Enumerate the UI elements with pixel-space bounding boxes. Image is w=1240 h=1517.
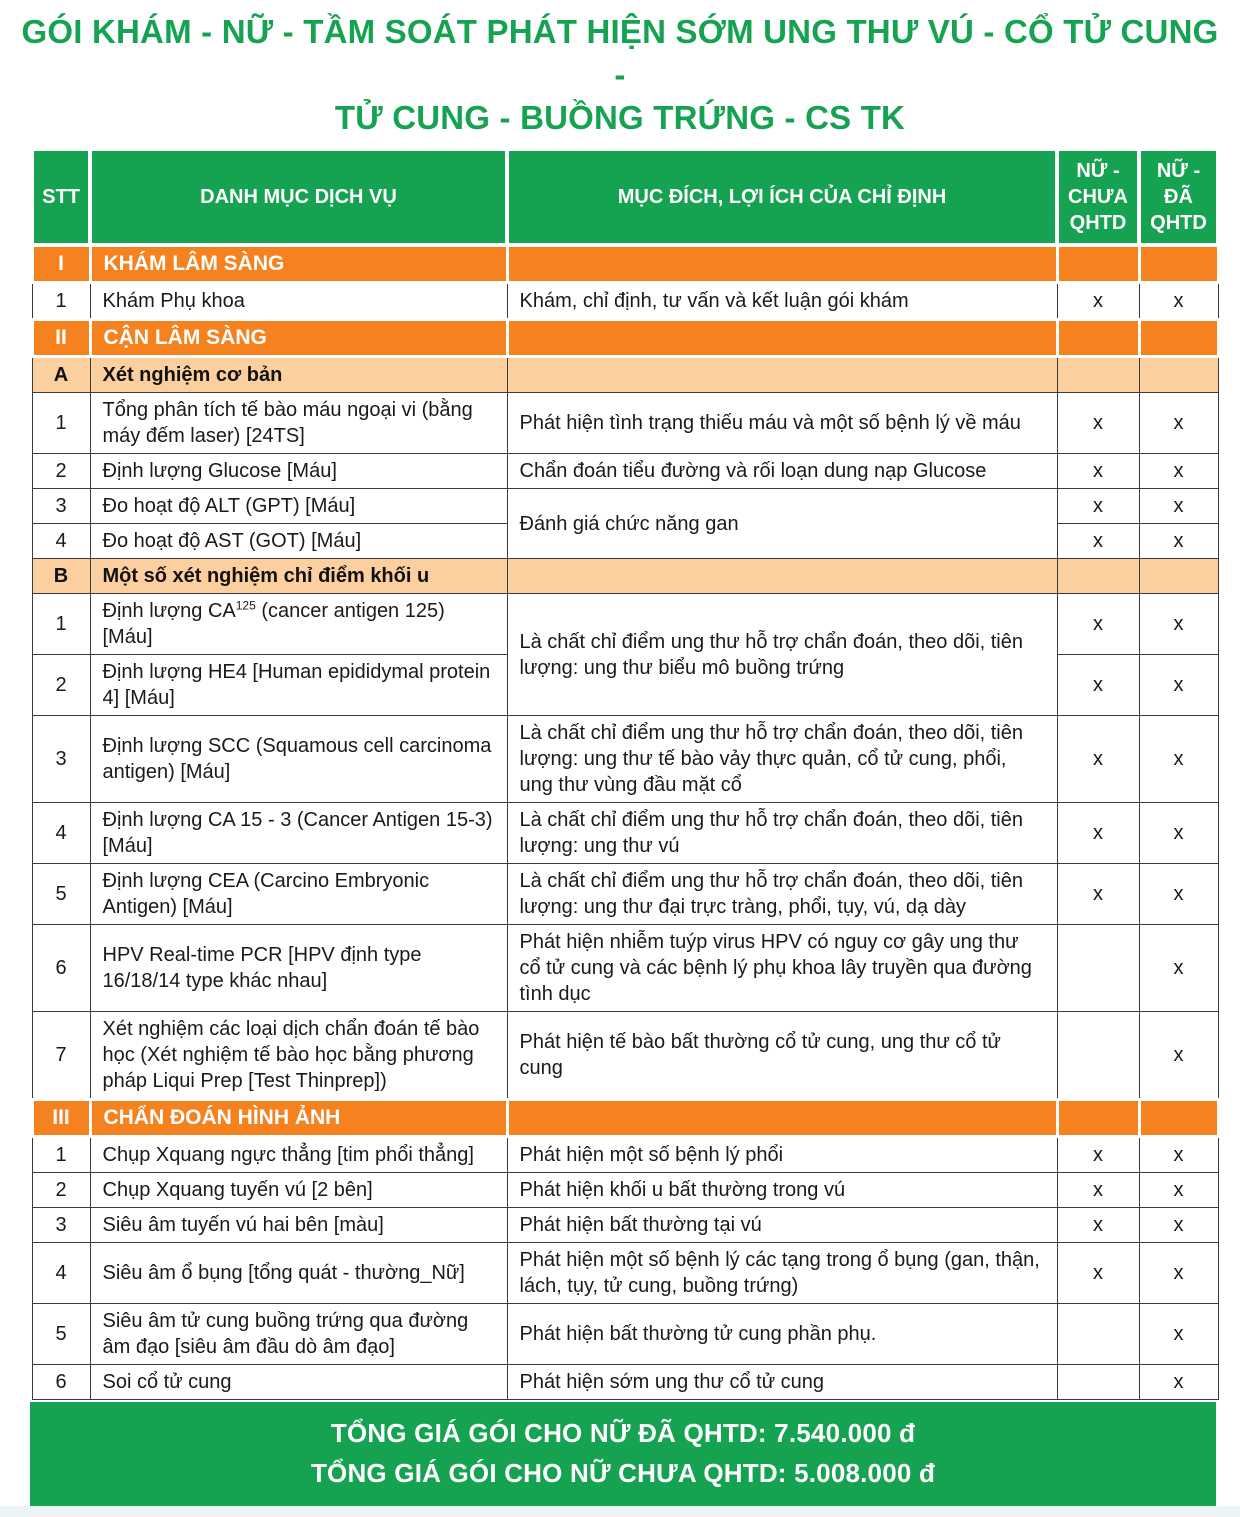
purpose-text: Phát hiện nhiễm tuýp virus HPV có nguy cơ gây ung thư cổ tử cung và các bệnh lý phụ khoa lây truyền qua đường tình dục: [507, 925, 1057, 1012]
purpose-text: Phát hiện khối u bất thường trong vú: [507, 1173, 1057, 1208]
row-number: 1: [32, 393, 90, 454]
purpose-text: Là chất chỉ điểm ung thư hỗ trợ chẩn đoán, theo dõi, tiên lượng: ung thư đại trực tràng, phổi, tụy, vú, dạ dày: [507, 864, 1057, 925]
service-name: Xét nghiệm các loại dịch chẩn đoán tế bào học (Xét nghiệm tế bào học bằng phương pháp Liqui Prep [Test Thinprep]): [90, 1012, 507, 1100]
empty-cell: [507, 357, 1057, 393]
table-row: [32, 1304, 1218, 1365]
table-row: [32, 489, 1218, 524]
table-row: [32, 1208, 1218, 1243]
mark-da-qhtd: x: [1139, 925, 1218, 1012]
empty-cell: [1057, 320, 1139, 357]
table-row: [32, 1173, 1218, 1208]
table-row: [32, 1012, 1218, 1100]
row-number: I: [32, 245, 90, 283]
mark-chua-qhtd: x: [1057, 655, 1139, 716]
row-number: 7: [32, 1012, 90, 1100]
mark-chua-qhtd: [1057, 1365, 1139, 1400]
mark-da-qhtd: x: [1139, 1173, 1218, 1208]
row-number: II: [32, 320, 90, 357]
purpose-text: Phát hiện một số bệnh lý phổi: [507, 1137, 1057, 1173]
table-row: [32, 454, 1218, 489]
mark-da-qhtd: x: [1139, 655, 1218, 716]
row-number: 2: [32, 655, 90, 716]
row-number: III: [32, 1100, 90, 1137]
empty-cell: [1139, 245, 1218, 283]
mark-chua-qhtd: x: [1057, 803, 1139, 864]
mark-da-qhtd: x: [1139, 283, 1218, 320]
mark-chua-qhtd: x: [1057, 489, 1139, 524]
service-name: Đo hoạt độ ALT (GPT) [Máu]: [90, 489, 507, 524]
empty-cell: [1139, 559, 1218, 594]
empty-cell: [1139, 357, 1218, 393]
mark-chua-qhtd: x: [1057, 524, 1139, 559]
table-row: [32, 925, 1218, 1012]
table-header-row: [32, 149, 1218, 245]
table-row: [32, 803, 1218, 864]
purpose-text: Là chất chỉ điểm ung thư hỗ trợ chẩn đoán, theo dõi, tiên lượng: ung thư tế bào vảy thực quản, cổ tử cung, phổi, ung thư vùng đầu mặt cổ: [507, 716, 1057, 803]
mark-chua-qhtd: x: [1057, 393, 1139, 454]
row-number: 3: [32, 1208, 90, 1243]
empty-cell: [507, 559, 1057, 594]
row-number: 3: [32, 489, 90, 524]
mark-chua-qhtd: x: [1057, 864, 1139, 925]
mark-chua-qhtd: x: [1057, 454, 1139, 489]
section-label: CHẨN ĐOÁN HÌNH ẢNH: [90, 1100, 507, 1137]
service-name: Soi cổ tử cung: [90, 1365, 507, 1400]
table-row: [32, 1243, 1218, 1304]
row-number: 2: [32, 454, 90, 489]
mark-da-qhtd: x: [1139, 594, 1218, 655]
mark-da-qhtd: x: [1139, 1243, 1218, 1304]
row-number: B: [32, 559, 90, 594]
mark-da-qhtd: x: [1139, 1208, 1218, 1243]
section-row: [32, 1100, 1218, 1137]
table-row: [32, 283, 1218, 320]
service-name: HPV Real-time PCR [HPV định type 16/18/14 type khác nhau]: [90, 925, 507, 1012]
section-row: [32, 320, 1218, 357]
bottom-strip: [0, 1506, 1240, 1517]
purpose-text: Phát hiện sớm ung thư cổ tử cung: [507, 1365, 1057, 1400]
service-name: Tổng phân tích tế bào máu ngoại vi (bằng máy đếm laser) [24TS]: [90, 393, 507, 454]
mark-da-qhtd: x: [1139, 1304, 1218, 1365]
empty-cell: [1057, 245, 1139, 283]
row-number: 5: [32, 1304, 90, 1365]
page-title-line-2: TỬ CUNG - BUỒNG TRỨNG - CS TK: [334, 99, 906, 136]
row-number: 1: [32, 1137, 90, 1173]
row-number: 4: [32, 1243, 90, 1304]
row-number: A: [32, 357, 90, 393]
service-name: Định lượng CA$^{125}$ (cancer antigen 125) [Máu]: [90, 594, 507, 655]
service-name: Định lượng CEA (Carcino Embryonic Antigen) [Máu]: [90, 864, 507, 925]
page-title-line-1: GÓI KHÁM - NỮ - TẦM SOÁT PHÁT HIỆN SỚM UNG THƯ VÚ - CỔ TỬ CUNG -: [21, 13, 1219, 93]
service-name: Đo hoạt độ AST (GOT) [Máu]: [90, 524, 507, 559]
package-table: [30, 147, 1220, 1400]
service-name: Siêu âm ổ bụng [tổng quát - thường_Nữ]: [90, 1243, 507, 1304]
empty-cell: [507, 245, 1057, 283]
row-number: 3: [32, 716, 90, 803]
service-name: Chụp Xquang ngực thẳng [tim phổi thẳng]: [90, 1137, 507, 1173]
table-row: [32, 1365, 1218, 1400]
service-superscript: 125: [235, 598, 256, 613]
mark-da-qhtd: x: [1139, 716, 1218, 803]
row-number: 5: [32, 864, 90, 925]
purpose-text: Đánh giá chức năng gan: [507, 489, 1057, 559]
service-name: Định lượng Glucose [Máu]: [90, 454, 507, 489]
subsection-label: Xét nghiệm cơ bản: [90, 357, 507, 393]
row-number: 4: [32, 803, 90, 864]
purpose-text: Là chất chỉ điểm ung thư hỗ trợ chẩn đoán, theo dõi, tiên lượng: ung thư vú: [507, 803, 1057, 864]
empty-cell: [1057, 357, 1139, 393]
mark-chua-qhtd: x: [1057, 716, 1139, 803]
column-header-stt: STT: [32, 149, 90, 245]
row-number: 1: [32, 283, 90, 320]
subsection-row: [32, 559, 1218, 594]
mark-chua-qhtd: x: [1057, 283, 1139, 320]
purpose-text: Phát hiện bất thường tử cung phần phụ.: [507, 1304, 1057, 1365]
service-name: Khám Phụ khoa: [90, 283, 507, 320]
mark-chua-qhtd: x: [1057, 1243, 1139, 1304]
purpose-text: Khám, chỉ định, tư vấn và kết luận gói khám: [507, 283, 1057, 320]
column-header-purpose: MỤC ĐÍCH, LỢI ÍCH CỦA CHỈ ĐỊNH: [507, 149, 1057, 245]
table-row: [32, 716, 1218, 803]
service-name: Chụp Xquang tuyến vú [2 bên]: [90, 1173, 507, 1208]
section-label: KHÁM LÂM SÀNG: [90, 245, 507, 283]
mark-da-qhtd: x: [1139, 803, 1218, 864]
table-row: [32, 864, 1218, 925]
mark-chua-qhtd: x: [1057, 594, 1139, 655]
mark-chua-qhtd: x: [1057, 1137, 1139, 1173]
total-price-banner: [30, 1402, 1216, 1506]
empty-cell: [1139, 320, 1218, 357]
subsection-label: Một số xét nghiệm chỉ điểm khối u: [90, 559, 507, 594]
mark-da-qhtd: x: [1139, 489, 1218, 524]
mark-chua-qhtd: [1057, 1012, 1139, 1100]
purpose-text: Phát hiện bất thường tại vú: [507, 1208, 1057, 1243]
mark-da-qhtd: x: [1139, 1365, 1218, 1400]
mark-da-qhtd: x: [1139, 1137, 1218, 1173]
page-title: [20, 10, 1220, 139]
mark-da-qhtd: x: [1139, 1012, 1218, 1100]
row-number: 1: [32, 594, 90, 655]
mark-da-qhtd: x: [1139, 864, 1218, 925]
service-name: Định lượng SCC (Squamous cell carcinoma antigen) [Máu]: [90, 716, 507, 803]
purpose-text: Phát hiện tế bào bất thường cổ tử cung, ung thư cổ tử cung: [507, 1012, 1057, 1100]
service-name: Định lượng CA 15 - 3 (Cancer Antigen 15-3) [Máu]: [90, 803, 507, 864]
mark-chua-qhtd: x: [1057, 1208, 1139, 1243]
service-name: Siêu âm tử cung buồng trứng qua đường âm đạo [siêu âm đầu dò âm đạo]: [90, 1304, 507, 1365]
column-header-da-qhtd: NỮ - ĐÃ QHTD: [1139, 149, 1218, 245]
row-number: 4: [32, 524, 90, 559]
empty-cell: [507, 320, 1057, 357]
empty-cell: [1057, 559, 1139, 594]
section-label: CẬN LÂM SÀNG: [90, 320, 507, 357]
mark-da-qhtd: x: [1139, 524, 1218, 559]
mark-chua-qhtd: x: [1057, 1173, 1139, 1208]
service-name: Định lượng HE4 [Human epididymal protein 4] [Máu]: [90, 655, 507, 716]
mark-da-qhtd: x: [1139, 393, 1218, 454]
total-price-da-qhtd: TỔNG GIÁ GÓI CHO NỮ ĐÃ QHTD: 7.540.000 đ: [330, 1418, 916, 1448]
row-number: 6: [32, 1365, 90, 1400]
purpose-text: Là chất chỉ điểm ung thư hỗ trợ chẩn đoán, theo dõi, tiên lượng: ung thư biểu mô buồng trứng: [507, 594, 1057, 716]
purpose-text: Chẩn đoán tiểu đường và rối loạn dung nạp Glucose: [507, 454, 1057, 489]
mark-da-qhtd: x: [1139, 454, 1218, 489]
service-name: Siêu âm tuyến vú hai bên [màu]: [90, 1208, 507, 1243]
subsection-row: [32, 357, 1218, 393]
column-header-chua-qhtd: NỮ - CHƯA QHTD: [1057, 149, 1139, 245]
mark-chua-qhtd: [1057, 1304, 1139, 1365]
empty-cell: [507, 1100, 1057, 1137]
mark-chua-qhtd: [1057, 925, 1139, 1012]
row-number: 6: [32, 925, 90, 1012]
table-row: [32, 1137, 1218, 1173]
purpose-text: Phát hiện một số bệnh lý các tạng trong ổ bụng (gan, thận, lách, tụy, tử cung, buồng trứng): [507, 1243, 1057, 1304]
purpose-text: Phát hiện tình trạng thiếu máu và một số bệnh lý về máu: [507, 393, 1057, 454]
empty-cell: [1139, 1100, 1218, 1137]
row-number: 2: [32, 1173, 90, 1208]
empty-cell: [1057, 1100, 1139, 1137]
package-table-body: [32, 245, 1218, 1400]
table-row: [32, 393, 1218, 454]
column-header-service: DANH MỤC DỊCH VỤ: [90, 149, 507, 245]
total-price-chua-qhtd: TỔNG GIÁ GÓI CHO NỮ CHƯA QHTD: 5.008.000 đ: [310, 1458, 936, 1488]
table-row: [32, 594, 1218, 655]
section-row: [32, 245, 1218, 283]
